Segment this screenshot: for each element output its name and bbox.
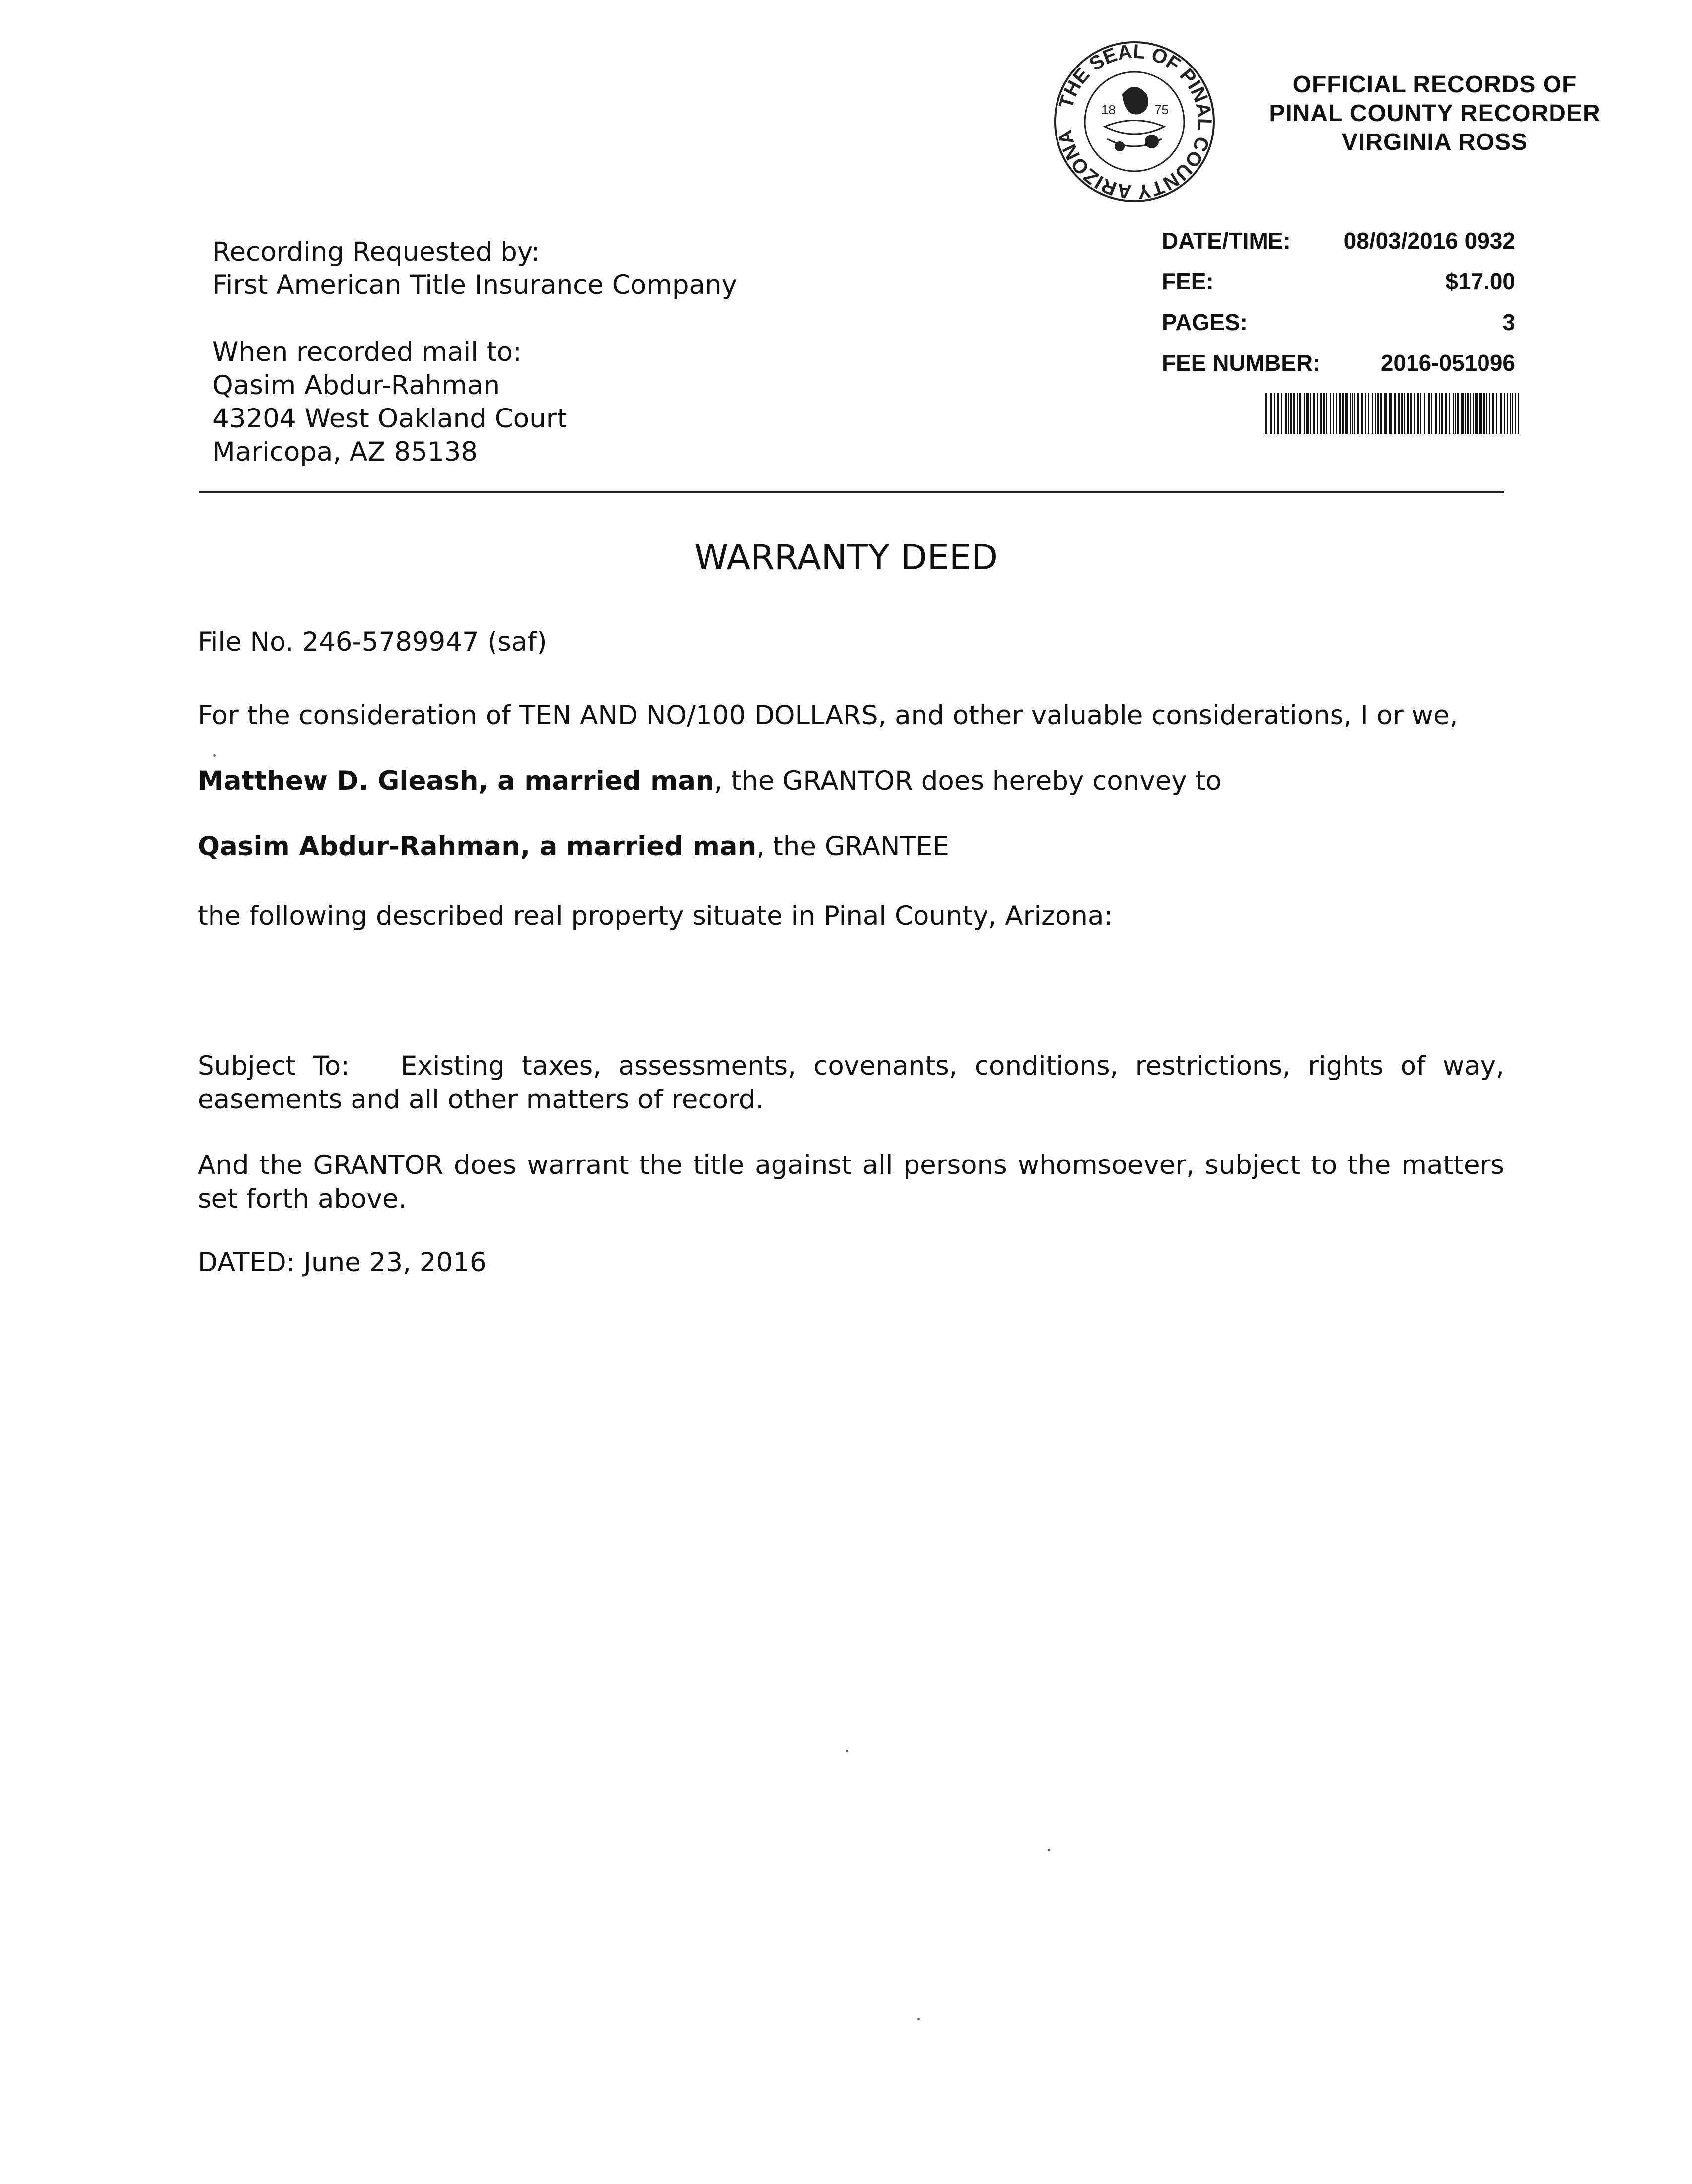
barcode-bar	[1424, 393, 1425, 434]
barcode-bar	[1357, 393, 1359, 434]
fee-row	[1162, 268, 1515, 298]
barcode-bar	[1313, 393, 1315, 434]
barcode-bar	[1299, 393, 1301, 434]
scan-speck	[917, 2018, 920, 2020]
barcode-bar	[1304, 393, 1305, 434]
barcode-bar	[1336, 393, 1337, 434]
mail-to-label: When recorded mail to:	[212, 337, 522, 367]
barcode-bar	[1323, 393, 1325, 434]
scan-speck	[1048, 1849, 1050, 1851]
grantee-clause	[198, 830, 1504, 864]
county-seal-logo	[1053, 40, 1216, 204]
svg-text:75: 75	[1154, 102, 1169, 117]
barcode-bar	[1467, 393, 1469, 434]
barcode-bar	[1449, 393, 1450, 434]
barcode-bar	[1377, 393, 1379, 434]
barcode-bar	[1368, 393, 1369, 434]
barcode-bar	[1435, 393, 1437, 434]
grantor-clause-text: , the GRANTOR does hereby convey to	[714, 766, 1222, 796]
barcode-bar	[1479, 393, 1480, 434]
svg-text:THE SEAL OF PINAL COUNTY ARIZO: THE SEAL OF PINAL COUNTY ARIZONA	[1054, 40, 1216, 203]
warranty-clause: And the GRANTOR does warrant the title against all persons whomsoever, subject to the matters set forth above.	[198, 1150, 1504, 1214]
requested-label: Recording Requested by:	[212, 237, 540, 267]
barcode-bar	[1518, 393, 1519, 434]
fee-value: $17.00	[1445, 269, 1515, 294]
barcode-bar	[1288, 393, 1289, 434]
property-clause: the following described real property situate in Pinal County, Arizona:	[198, 901, 1113, 931]
barcode-bar	[1441, 393, 1443, 434]
barcode-bar	[1428, 393, 1430, 434]
barcode-bar	[1361, 393, 1363, 434]
barcode-bar	[1515, 393, 1516, 434]
barcode-bar	[1265, 393, 1267, 434]
consideration-clause: For the consideration of TEN AND NO/100 DOLLARS, and other valuable considerations, I or we,	[198, 700, 1458, 731]
barcode-bar	[1365, 393, 1366, 434]
barcode-bar	[1372, 393, 1373, 434]
requested-company: First American Title Insurance Company	[212, 270, 737, 300]
barcode-bar	[1453, 393, 1454, 434]
datetime-row	[1162, 227, 1515, 257]
subject-to-label: Subject To:	[198, 1051, 350, 1081]
grantee-clause-text: , the GRANTEE	[756, 831, 949, 862]
scan-speck	[213, 754, 216, 757]
recording-requested-block	[212, 235, 737, 302]
barcode-bar	[1414, 393, 1415, 434]
pages-value: 3	[1502, 309, 1515, 335]
barcode-bar	[1281, 393, 1282, 434]
svg-text:18: 18	[1101, 102, 1116, 117]
document-title: WARRANTY DEED	[694, 537, 998, 578]
barcode-bar	[1455, 393, 1456, 434]
barcode-bar	[1401, 393, 1403, 434]
barcode-bar	[1457, 393, 1459, 434]
barcode-bar	[1293, 393, 1295, 434]
scan-speck	[846, 1750, 848, 1752]
barcode-bar	[1352, 393, 1353, 434]
barcode-bar	[1317, 393, 1318, 434]
mail-to-block	[212, 336, 567, 469]
barcode-bar	[1270, 393, 1272, 434]
barcode-bar	[1480, 393, 1482, 434]
barcode-bar	[1483, 393, 1485, 434]
subject-to-clause	[198, 1049, 1504, 1117]
barcode-bar	[1439, 393, 1440, 434]
barcode-bar	[1290, 393, 1292, 434]
barcode-bar	[1507, 393, 1508, 434]
barcode-bar	[1354, 393, 1355, 434]
barcode-image	[1265, 393, 1520, 434]
header-divider	[199, 491, 1504, 493]
recorder-title-line2: PINAL COUNTY RECORDER	[1269, 100, 1601, 127]
barcode-bar	[1473, 393, 1474, 434]
barcode-bar	[1380, 393, 1382, 434]
pages-row	[1162, 309, 1515, 339]
barcode-bar	[1330, 393, 1331, 434]
barcode-bar	[1398, 393, 1400, 434]
barcode-bar	[1404, 393, 1405, 434]
datetime-label: DATE/TIME:	[1162, 228, 1291, 254]
barcode-bar	[1500, 393, 1502, 434]
barcode-bar	[1496, 393, 1497, 434]
pages-label: PAGES:	[1162, 309, 1248, 335]
barcode-bar	[1470, 393, 1471, 434]
grantor-clause	[198, 764, 1504, 798]
barcode-bar	[1384, 393, 1387, 434]
barcode-bar	[1326, 393, 1327, 434]
barcode-bar	[1475, 393, 1478, 434]
dated-line: DATED: June 23, 2016	[198, 1247, 487, 1278]
barcode-bar	[1492, 393, 1494, 434]
barcode-bar	[1306, 393, 1309, 434]
recorder-name: VIRGINIA ROSS	[1342, 129, 1528, 155]
barcode-bar	[1486, 393, 1487, 434]
fee-label: FEE:	[1162, 269, 1214, 294]
barcode-bar	[1375, 393, 1376, 434]
barcode-bar	[1394, 393, 1396, 434]
barcode-bar	[1277, 393, 1279, 434]
barcode-bar	[1310, 393, 1311, 434]
barcode-bar	[1350, 393, 1351, 434]
fee-number-row	[1162, 349, 1515, 379]
barcode-bar	[1489, 393, 1490, 434]
barcode-bar	[1420, 393, 1421, 434]
barcode-bar	[1297, 393, 1298, 434]
recorder-title-line1: OFFICIAL RECORDS OF	[1292, 71, 1577, 98]
barcode-bar	[1504, 393, 1505, 434]
barcode-bar	[1410, 393, 1412, 434]
barcode-bar	[1510, 393, 1511, 434]
barcode-bar	[1417, 393, 1419, 434]
grantee-name: Qasim Abdur-Rahman, a married man	[198, 831, 757, 862]
barcode-bar	[1431, 393, 1432, 434]
barcode-bar	[1333, 393, 1334, 434]
mail-to-name: Qasim Abdur-Rahman	[212, 370, 500, 401]
barcode-bar	[1320, 393, 1322, 434]
barcode-bar	[1342, 393, 1344, 434]
subject-to-text: Existing taxes, assessments, covenants, conditions, restrictions, rights of way, easements and all other matters of record.	[198, 1051, 1504, 1115]
mail-to-street: 43204 West Oakland Court	[212, 404, 567, 434]
fee-number-label: FEE NUMBER:	[1162, 350, 1321, 376]
barcode-bar	[1389, 393, 1392, 434]
grantor-name: Matthew D. Gleash, a married man	[198, 766, 714, 796]
barcode-bar	[1345, 393, 1348, 434]
barcode-bar	[1461, 393, 1464, 434]
barcode-bar	[1445, 393, 1447, 434]
mail-to-city: Maricopa, AZ 85138	[212, 437, 478, 467]
barcode-bar	[1465, 393, 1466, 434]
barcode-bar	[1274, 393, 1275, 434]
fee-number-value: 2016-051096	[1380, 350, 1515, 376]
datetime-value: 08/03/2016 0932	[1343, 228, 1515, 254]
barcode-bar	[1512, 393, 1513, 434]
barcode-bar	[1285, 393, 1287, 434]
barcode-bar	[1407, 393, 1409, 434]
file-number: File No. 246-5789947 (saf)	[198, 627, 547, 657]
barcode-bar	[1340, 393, 1341, 434]
